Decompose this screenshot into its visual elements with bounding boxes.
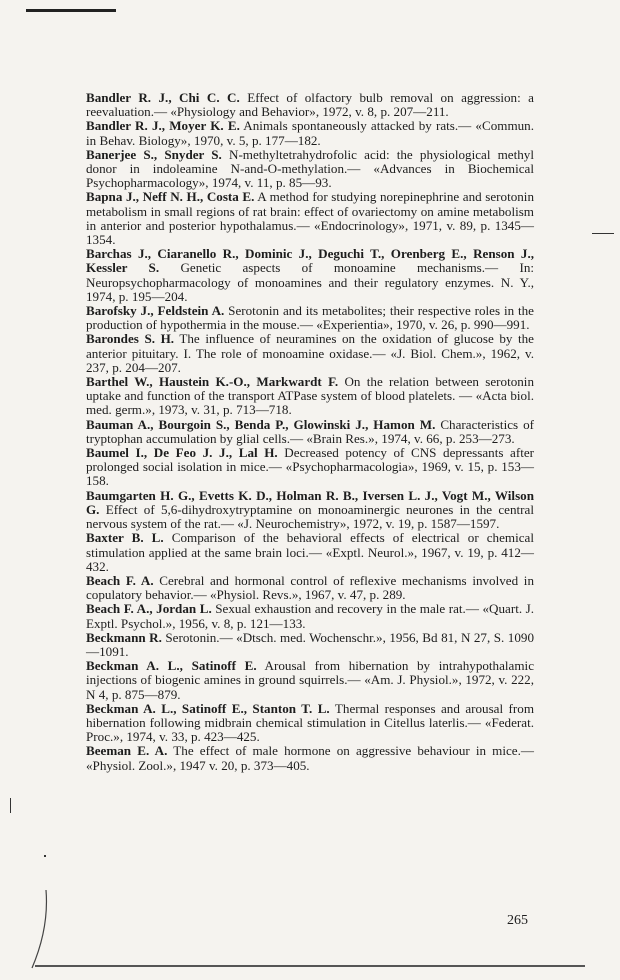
reference-entry xyxy=(86,744,534,772)
reference-authors: Beach F. A. xyxy=(86,572,154,588)
reference-text: Effect of olfactory bulb removal on aggression: a reevaluation.— «Physiology and Behavior», 1972, v. 8, p. 207—211. xyxy=(86,90,534,120)
reference-authors: Beckman A. L., Satinoff E., Stanton T. L. xyxy=(86,700,330,716)
reference-text: Thermal responses and arousal from hibernation following midbrain chemical stimulation in Citellus laterlis.— «Federat. Proc.», 1974, v. 33, p. 423—425. xyxy=(86,700,535,745)
reference-entry xyxy=(86,602,534,630)
reference-text: Animals spontaneously attacked by rats.— «Commun. in Behav. Biology», 1970, v. 5, p. 177—182. xyxy=(86,118,534,148)
reference-authors: Bapna J., Neff N. H., Costa E. xyxy=(86,189,255,205)
reference-authors: Beach F. A., Jordan L. xyxy=(86,601,212,617)
reference-text: Characteristics of tryptophan accumulation by glial cells.— «Brain Res.», 1974, v. 66, p. 253—273. xyxy=(86,416,534,446)
reference-entry xyxy=(86,574,534,602)
reference-entry xyxy=(86,489,534,532)
reference-entry xyxy=(86,631,534,659)
reference-entry xyxy=(86,190,534,247)
reference-text: Cerebral and hormonal control of reflexive mechanisms involved in copulatory behavior.— «Physiol. Revs.», 1967, v. 47, p. 289. xyxy=(86,572,534,603)
reference-authors: Barondes S. H. xyxy=(86,331,175,347)
reference-authors: Bauman A., Bourgoin S., Benda P., Glowinski J., Hamon M. xyxy=(86,416,436,432)
reference-text: The effect of male hormone on aggressive behaviour in mice.— «Physiol. Zool.», 1947 v. 20, p. 373—405. xyxy=(86,743,534,773)
reference-entry xyxy=(86,418,534,446)
reference-text: Serotonin and its metabolites; their respective roles in the production of hypothermia in the mouse.— «Experientia», 1970, v. 26, p. 990—991. xyxy=(86,303,534,333)
reference-entry xyxy=(86,304,534,332)
reference-text: The influence of neuramines on the oxidation of glucose by the anterior pituitary. I. The role of monoamine oxidase.— «J. Biol. Chem.», 1962, v. 237, p. 204—207. xyxy=(86,331,534,375)
reference-text: Comparison of the behavioral effects of electrical or chemical stimulation applied at the same brain loci.— «Exptl. Neurol.», 1967, v. 19, p. 412—432. xyxy=(86,530,534,574)
reference-authors: Baumgarten H. G., Evetts K. D., Holman R. B., Iversen L. J., Vogt M., Wilson G. xyxy=(86,487,534,517)
reference-entry xyxy=(86,531,534,574)
reference-entry xyxy=(86,119,534,147)
reference-text: Genetic aspects of monoamine mechanisms.— In: Neuropsychopharmacology of monoamines and their regulatory enzymes. N. Y., 1974, p. 195—204. xyxy=(86,260,535,304)
reference-authors: Baxter B. L. xyxy=(86,530,164,546)
page-number: 265 xyxy=(507,913,528,928)
scan-edge-curve xyxy=(28,890,58,970)
reference-authors: Barofsky J., Feldstein A. xyxy=(86,303,225,319)
reference-authors: Beckman A. L., Satinoff E. xyxy=(86,658,257,674)
reference-authors: Bandler R. J., Moyer K. E. xyxy=(86,118,240,134)
reference-authors: Banerjee S., Snyder S. xyxy=(86,146,222,162)
reference-entry xyxy=(86,247,534,304)
reference-text: Effect of 5,6-dihydroxytryptamine on monoaminergic neurones in the central nervous system of the rat.— «J. Neurochemistry», 1972, v. 19, p. 1587—1597. xyxy=(86,501,534,532)
margin-dot-mark xyxy=(44,855,46,857)
reference-authors: Bandler R. J., Chi C. C. xyxy=(86,90,240,105)
reference-text: Decreased potency of CNS depressants after prolonged social isolation in mice.— «Psychopharmacologia», 1969, v. 15, p. 153—158. xyxy=(86,445,535,489)
reference-text: Serotonin.— «Dtsch. med. Wochenschr.», 1956, Bd 81, N 27, S. 1090—1091. xyxy=(86,629,534,659)
reference-authors: Baumel I., De Feo J. J., Lal H. xyxy=(86,445,278,461)
reference-text: Arousal from hibernation by intrahypothalamic injections of biogenic amines in ground squirrels.— «Am. J. Physiol.», 1972, v. 222, N 4, p. 875—879. xyxy=(86,658,535,702)
reference-authors: Beeman E. A. xyxy=(86,743,168,759)
reference-authors: Barthel W., Haustein K.-O., Markwardt F. xyxy=(86,374,339,390)
margin-dash-mark xyxy=(592,233,614,234)
bottom-edge-line xyxy=(35,965,585,967)
reference-text: Sexual exhaustion and recovery in the male rat.— «Quart. J. Exptl. Psychol.», 1956, v. 8, p. 121—133. xyxy=(86,601,535,631)
margin-bar-mark xyxy=(10,798,11,813)
reference-entry xyxy=(86,148,534,191)
top-edge-rule xyxy=(26,9,116,12)
reference-authors: Barchas J., Ciaranello R., Dominic J., Deguchi T., Orenberg E., Renson J., Kessler S. xyxy=(86,246,534,276)
reference-text: A method for studying norepinephrine and serotonin metabolism in small regions of rat brain: effect of ovariectomy on amine metabolism in anterior and posterior hypothalamus.— «Endocrinology», 1971, v. 89, p. 1345—1354. xyxy=(86,189,534,248)
reference-list xyxy=(86,91,534,773)
reference-entry xyxy=(86,332,534,375)
reference-entry xyxy=(86,702,534,745)
reference-entry xyxy=(86,446,534,489)
reference-entry xyxy=(86,91,534,119)
reference-text: On the relation between serotonin uptake and function of the transport ATPase system of blood platelets. — «Acta biol. med. germ.», 1973, v. 31, p. 713—718. xyxy=(86,374,534,418)
reference-entry xyxy=(86,375,534,418)
reference-entry xyxy=(86,659,534,702)
reference-authors: Beckmann R. xyxy=(86,629,162,645)
reference-text: N-methyltetrahydrofolic acid: the physiological methyl donor in indoleamine N-and-O-methylation.— «Advances in Biochemical Psychopharmacology», 1974, v. 11, p. 85—93. xyxy=(86,146,534,191)
